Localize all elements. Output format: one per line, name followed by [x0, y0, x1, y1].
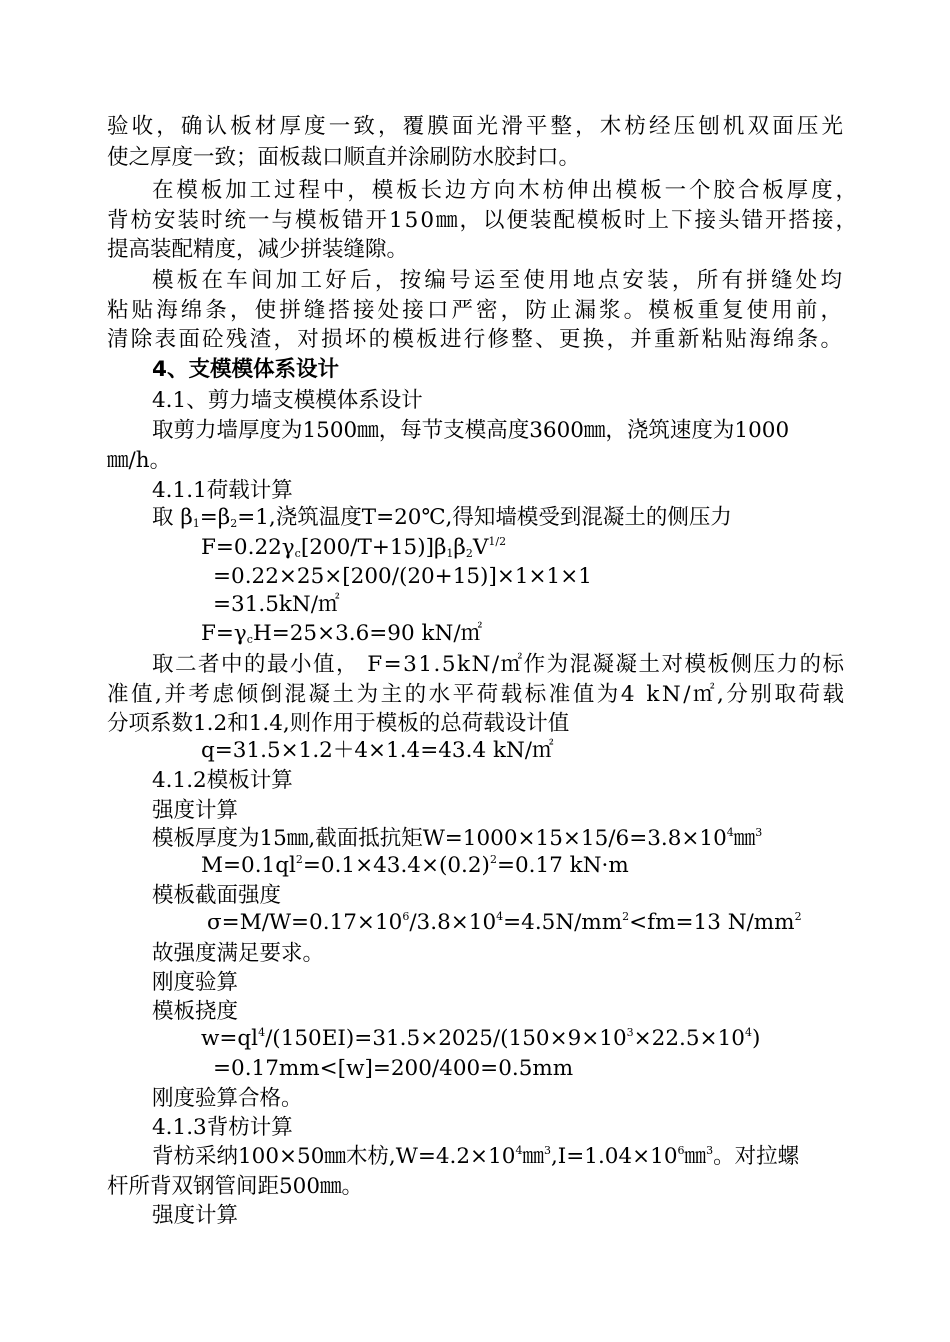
formula-line: $M=0.1ql^2=0.1\times 43.4\times(0.2)^2=0.17$ kN·m	[201, 853, 629, 878]
section-heading: 4、支模模体系设计	[152, 357, 339, 382]
body-text-line: 提高装配精度，减少拼装缝隙。	[107, 237, 409, 262]
body-text-line: 验收，确认板材厚度一致，覆膜面光滑平整，木枋经压刨机双面压光	[107, 114, 847, 139]
formula-line: q=31.5×1.2＋4×1.4=43.4 kN/㎡	[201, 738, 554, 763]
body-text-line: 刚度验算合格。	[152, 1086, 303, 1111]
body-text-line: 故强度满足要求。	[152, 941, 325, 966]
body-text-line: 背枋采纳100×50㎜木枋$,W=4.2\times 10^4㎜^3,I=1.04\times 10^6㎜^3$。对拉螺	[152, 1144, 800, 1169]
paragraph-first-line: 模板在车间加工好后，按编号运至使用地点安装，所有拼缝处均	[152, 268, 846, 293]
body-text-line: 使之厚度一致；面板裁口顺直并涂刷防水胶封口。	[107, 145, 581, 170]
subsection-heading: 4.1.3背枋计算	[152, 1115, 293, 1140]
formula-line: $F=\gamma_cH=25\times 3.6=90$ kN/㎡	[201, 621, 483, 646]
body-text-line: 清除表面砼残渣，对损坏的模板进行修整、更换，并重新粘贴海绵条。	[107, 327, 845, 352]
body-text-line: 模板截面强度	[152, 883, 282, 908]
body-text-line: 取剪力墙厚度为1500㎜，每节支模高度3600㎜，浇筑速度为1000	[152, 418, 790, 443]
body-text-line: 杆所背双钢管间距500㎜。	[107, 1174, 364, 1199]
body-text-line: 模板挠度	[152, 999, 239, 1024]
subsection-heading: 4.1.1荷载计算	[152, 478, 293, 503]
body-text-line: 强度计算	[152, 1203, 239, 1228]
formula-line: =0.22×25×[200/(20+15)]×1×1×1	[213, 564, 592, 589]
body-text-line: 刚度验算	[152, 970, 239, 995]
formula-line: 取 $\beta_1=\beta_2=1$,浇筑温度T=20℃,得知墙模受到混凝土的侧压力	[152, 505, 732, 530]
formula-line: $\sigma=M/W=0.17\times 10^6/3.8\times 10^4=4.5N/mm^2<fm=13$ $N/mm^2$	[207, 910, 802, 935]
formula-line: =0.17mm<[w]=200/400=0.5mm	[213, 1056, 574, 1081]
formula-line: 模板厚度为15㎜,截面抵抗矩$W=1000\times 15\times 15/6=3.8\times 10^4㎜^3$	[152, 826, 763, 851]
paragraph-first-line: 在模板加工过程中，模板长边方向木枋伸出模板一个胶合板厚度，	[152, 178, 860, 203]
body-text-line: ㎜/h。	[107, 448, 172, 473]
body-text-line: 准值,并考虑倾倒混凝土为主的水平荷载标准值为4 kN/㎡,分别取荷载	[107, 682, 847, 707]
subsection-heading: 4.1.2模板计算	[152, 768, 293, 793]
formula-line: $F=0.22\gamma_c[200/T+15)]\beta_1\beta_2V^{1/2}$	[201, 535, 507, 560]
subsection-heading: 4.1、剪力墙支模模体系设计	[152, 388, 423, 413]
body-text-line: 粘贴海绵条，使拼缝搭接处接口严密，防止漏浆。模板重复使用前，	[107, 298, 846, 323]
body-text-line: 分项系数1.2和1.4,则作用于模板的总荷载设计值	[107, 711, 570, 736]
formula-line: =31.5kN/㎡	[213, 592, 340, 617]
formula-line: $w=ql^4/(150EI)=31.5\times 2025/(150\times 9\times 10^3\times 22.5\times 10^4)$	[201, 1026, 761, 1051]
body-text-line: 背枋安装时统一与模板错开150㎜，以便装配模板时上下接头错开搭接，	[107, 208, 859, 233]
body-text-line: 取二者中的最小值， F=31.5kN/㎡作为混凝凝土对模板侧压力的标	[152, 652, 846, 677]
body-text-line: 强度计算	[152, 798, 239, 823]
